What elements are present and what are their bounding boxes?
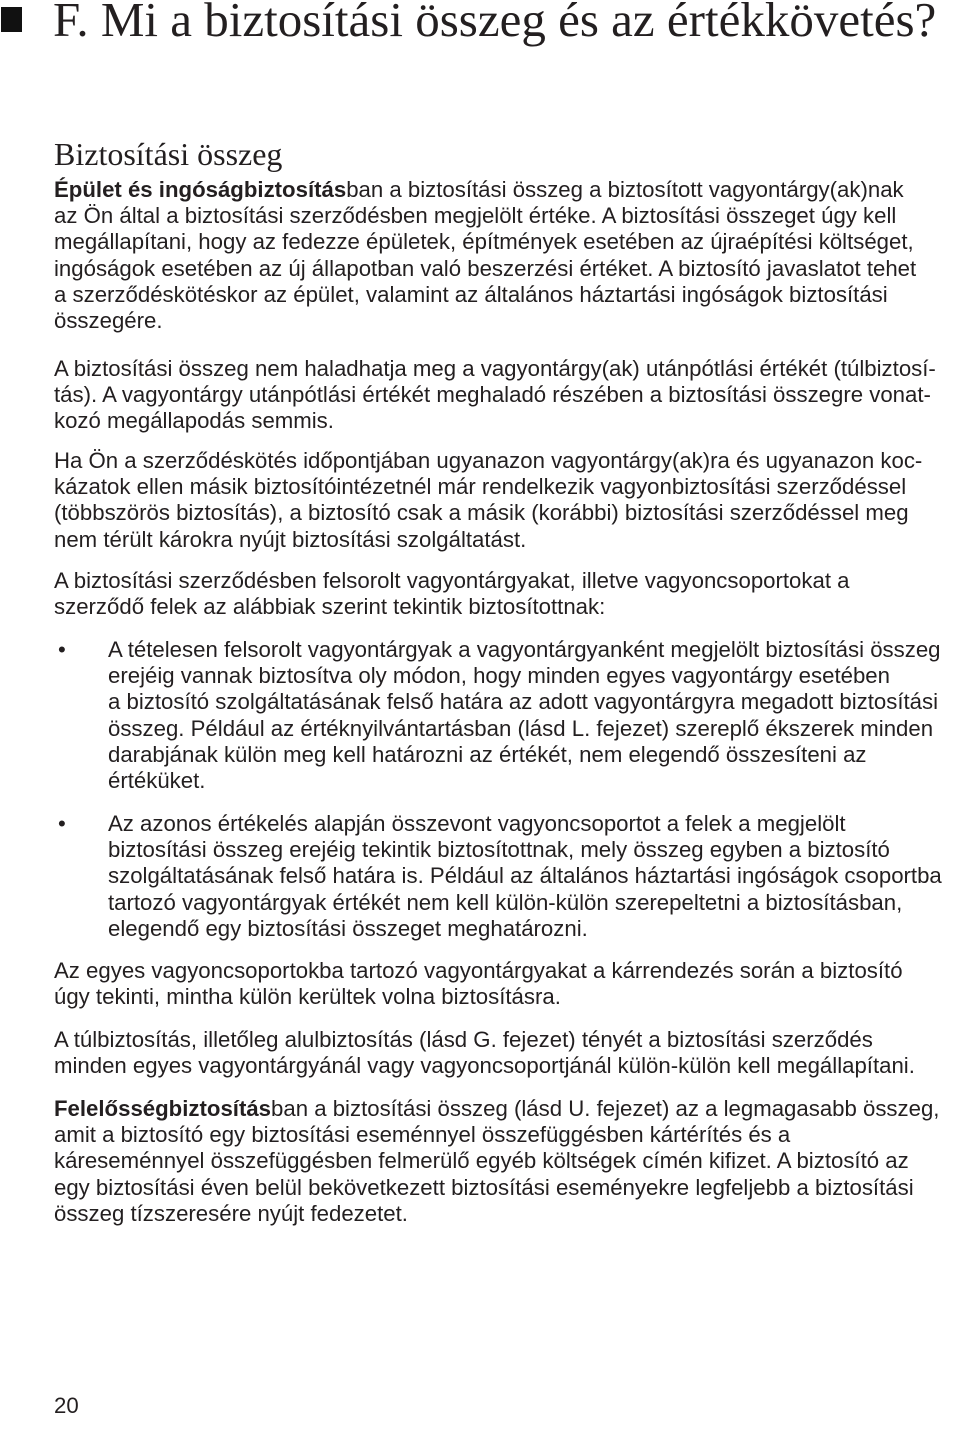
text-line: Az egyes vagyoncsoportokba tartozó vagyontárgyakat a kárrendezés során a biztosító [54, 958, 903, 983]
text-line [54, 177, 916, 203]
text-line: ingóságok esetében az új állapotban való beszerzési értéket. A biztosító javaslatot tehet [54, 255, 917, 281]
text-line: minden egyes vagyontárgyánál vagy vagyoncsoportjánál külön-külön kell megállapítani. [54, 1053, 915, 1079]
text-line: az Ön által a biztosítási szerződésben megjelölt értéke. A biztosítási összeget úgy kell [54, 203, 897, 229]
page-number: 20 [54, 1393, 79, 1418]
text-line: szolgáltatásának felső határa is. Például az általános háztartási ingóságok csoportba [108, 863, 942, 889]
text-line: nem térült károkra nyújt biztosítási szolgáltatást. [54, 526, 527, 552]
paragraph-property-insurance [54, 177, 916, 334]
paragraph-liability-insurance [54, 1096, 939, 1227]
bold-term: Felelősségbiztosítás [54, 1096, 272, 1121]
text-line: darabjának külön meg kell határozni az értékét, nem elegendő összesíteni az [108, 741, 867, 767]
chapter-marker-square [1, 7, 22, 32]
paragraph-asset-groups [54, 958, 903, 1010]
bold-term: Épület és ingóságbiztosítás [54, 177, 347, 202]
text-line: Ha Ön a szerződéskötés időpontjában ugyanazon vagyontárgy(ak)ra és ugyanazon koc- [54, 448, 923, 473]
text-line: biztosítási összeg erejéig tekintik biztosítottnak, mely összeg egyben a biztosító [108, 837, 890, 863]
text-line: A túlbiztosítás, illetőleg alulbiztosítás (lásd G. fejezet) tényét a biztosítási szerződés [54, 1027, 873, 1052]
text-line: tartozó vagyontárgyak értékét nem kell külön-külön szerepeltetni a biztosításban, [108, 889, 903, 915]
bullet-icon: • [58, 811, 66, 836]
paragraph-over-underinsurance [54, 1027, 915, 1079]
text-line: A tételesen felsorolt vagyontárgyak a vagyontárgyanként megjelölt biztosítási összeg [108, 637, 941, 662]
text-line: szerződő felek az alábbiak szerint tekintik biztosítottnak: [54, 594, 606, 620]
bullet-icon: • [58, 637, 66, 662]
section-heading: Biztosítási összeg [54, 136, 283, 172]
text-line: a szerződéskötéskor az épület, valamint az általános háztartási ingóságok biztosítási [54, 281, 888, 307]
text-line: tás). A vagyontárgy utánpótlási értékét meghaladó részében a biztosítási összegre vonat- [54, 382, 931, 408]
paragraph-list-intro [54, 568, 850, 620]
text-line: megállapítani, hogy az fedezze épületek, építmények esetében az újraépítési költséget, [54, 229, 914, 255]
text-line: kozó megállapodás semmis. [54, 408, 334, 434]
text-line: kázatok ellen másik biztosítóintézetnél már rendelkezik vagyonbiztosítási szerződéssel [54, 474, 907, 500]
text-line: elegendő egy biztosítási összeget meghatározni. [108, 915, 588, 941]
paragraph-overinsurance [54, 356, 936, 435]
text-run: ban a biztosítási összeg a biztosított vagyontárgy(ak)nak [346, 177, 904, 202]
list-item [58, 637, 941, 794]
text-line: A biztosítási szerződésben felsorolt vagyontárgyakat, illetve vagyoncsoportokat a [54, 568, 850, 593]
text-line: A biztosítási összeg nem haladhatja meg a vagyontárgy(ak) utánpótlási értékét (túlbiztosí- [54, 356, 936, 381]
text-line: összegére. [54, 307, 163, 333]
text-line: egy biztosítási éven belül bekövetkezett biztosítási eseményekre legfeljebb a biztosítási [54, 1174, 914, 1200]
text-line: összeg. Például az értéknyilvántartásban (lásd L. fejezet) szereplő ékszerek minden [108, 715, 934, 741]
text-run: ban a biztosítási összeg (lásd U. fejezet) az a legmagasabb összeg, [271, 1096, 940, 1121]
text-line: a biztosító szolgáltatásának felső határa az adott vagyontárgyra megadott biztosítási [108, 689, 939, 715]
text-line: erejéig vannak biztosítva oly módon, hogy minden egyes vagyontárgy esetében [108, 663, 890, 689]
text-line: értéküket. [108, 767, 206, 793]
text-line: káreseménnyel összefüggésben felmerülő egyéb költségek címén kifizet. A biztosító az [54, 1148, 909, 1174]
text-line: amit a biztosító egy biztosítási eseménnyel összefüggésben kártérítés és a [54, 1122, 791, 1148]
text-line: összeg tízszeresére nyújt fedezetet. [54, 1200, 408, 1226]
text-line: Az azonos értékelés alapján összevont vagyoncsoportot a felek a megjelölt [108, 811, 846, 836]
list-item [58, 811, 942, 942]
text-line: (többszörös biztosítás), a biztosító csak a másik (korábbi) biztosítási szerződéssel meg [54, 500, 909, 526]
chapter-title: F. Mi a biztosítási összeg és az értékkövetés? [53, 0, 937, 47]
text-line [54, 1096, 939, 1122]
paragraph-multiple-insurance [54, 448, 922, 553]
text-line: úgy tekinti, mintha külön kerültek volna biztosításra. [54, 984, 561, 1010]
